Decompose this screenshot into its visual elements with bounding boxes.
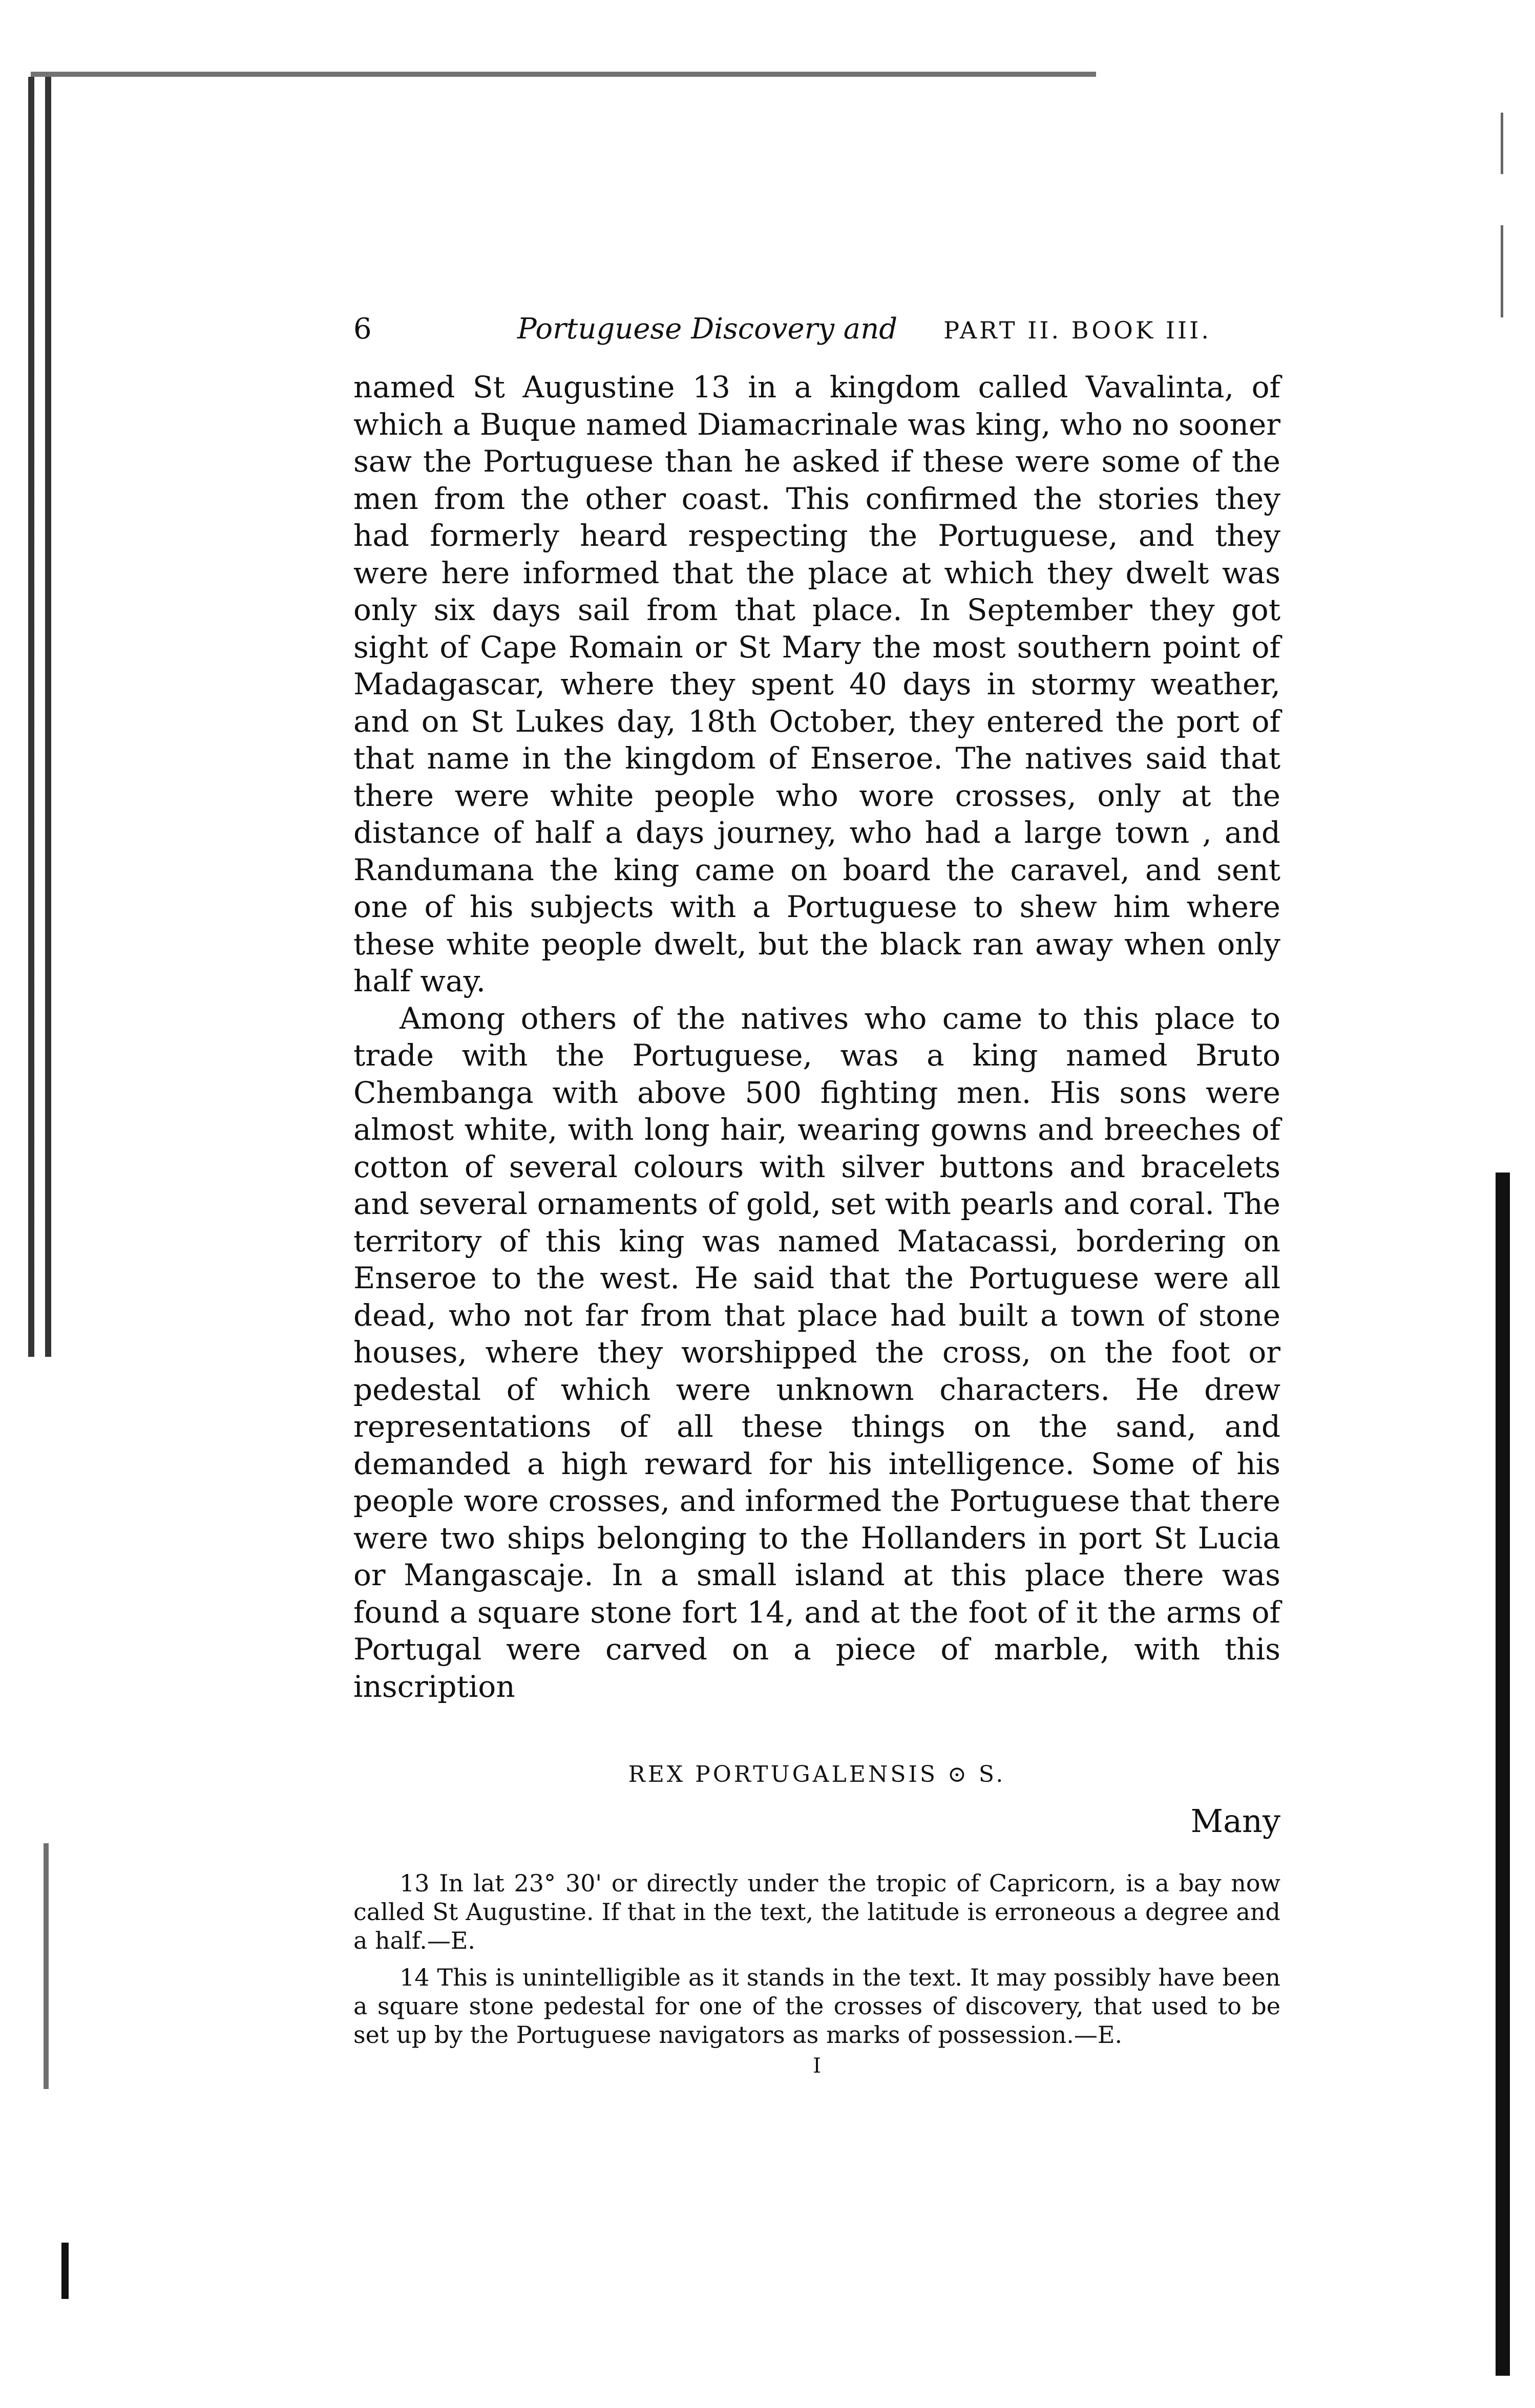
scan-tick-right	[1501, 113, 1503, 174]
scan-edge-left-lower	[44, 1843, 49, 2089]
scan-mark-bottom-left	[61, 2243, 69, 2299]
running-title: Portuguese Discovery and	[517, 312, 898, 346]
part-book-label: PART II. BOOK III.	[943, 316, 1211, 344]
inscription: REX PORTUGALENSIS ⊙ S.	[628, 1761, 1006, 1787]
footnote-14: 14 This is unintelligible as it stands in the text. It may possibly have been a square stone pedestal for one of the crosses of discovery, that used to be set up by the Portuguese navigators as marks of possession.—E.	[353, 1964, 1280, 2049]
paragraph-1: named St Augustine 13 in a kingdom called Vavalinta, of which a Buque named Diamacrinale was king, who no sooner saw the Portuguese than he asked if these were some of the men from the other coast. This confirmed the stories they had formerly heard respecting the Portuguese, and they were here informed that the place at which they dwelt was only six days sail from that place. In September they got sight of Cape Romain or St Mary the most southern point of Madagascar, where they spent 40 days in stormy weather, and on St Lukes day, 18th October, they entered the port of that name in the kingdom of Enseroe. The natives said that there were white people who wore crosses, only at the distance of half a days journey, who had a large town , and Randumana the king came on board the caravel, and sent one of his subjects with a Portuguese to shew him where these white people dwelt, but the black ran away when only half way.	[353, 370, 1280, 998]
running-header	[353, 312, 1280, 369]
book-page	[353, 312, 1280, 2078]
catchword: Many	[1190, 1802, 1280, 1840]
body-text	[353, 369, 1280, 1705]
scan-edge-right	[1496, 1173, 1510, 2376]
scan-tick-right	[1501, 225, 1503, 317]
footnote-13: 13 In lat 23° 30' or directly under the tropic of Capricorn, is a bay now called St Augustine. If that in the text, the latitude is erroneous a degree and a half.—E.	[353, 1869, 1280, 1954]
scan-edge-top	[31, 72, 1096, 77]
scan-edge-left	[28, 77, 59, 1357]
page-number: 6	[353, 312, 372, 346]
signature-mark: I	[813, 2054, 821, 2078]
paragraph-2: Among others of the natives who came to this place to trade with the Portuguese, was a king named Bruto Chembanga with above 500 fighting men. His sons were almost white, with long hair, wearing gowns and breeches of cotton of several colours with silver buttons and bracelets and several ornaments of gold, set with pearls and coral. The territory of this king was named Matacassi, bordering on Enseroe to the west. He said that the Portuguese were all dead, who not far from that place had built a town of stone houses, where they worshipped the cross, on the foot or pedestal of which were unknown characters. He drew representations of all these things on the sand, and demanded a high reward for his intelligence. Some of his people wore crosses, and informed the Portuguese that there were two ships belonging to the Hollanders in port St Lucia or Mangascaje. In a small island at this place there was found a square stone fort 14, and at the foot of it the arms of Portugal were carved on a piece of marble, with this inscription	[353, 1000, 1280, 1704]
